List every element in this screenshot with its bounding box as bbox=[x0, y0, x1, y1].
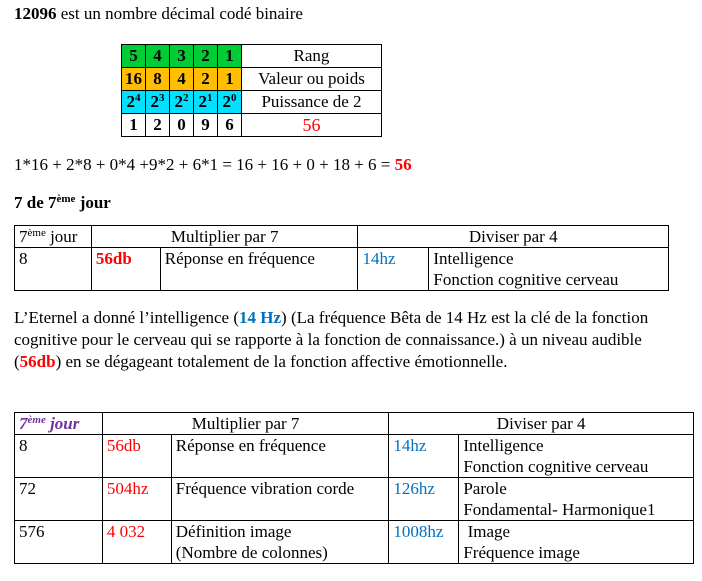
valeur-cell: 8 bbox=[146, 68, 170, 91]
cell-hz: 126hz bbox=[389, 478, 459, 521]
puissance-row bbox=[122, 91, 382, 114]
digit-cell: 2 bbox=[146, 114, 170, 137]
day-table-1 bbox=[14, 225, 669, 291]
rang-cell: 1 bbox=[218, 45, 242, 68]
puissance-cell: $2^2$ bbox=[170, 91, 194, 114]
cell-n: 8 bbox=[15, 248, 92, 291]
header-multiply: Multiplier par 7 bbox=[102, 413, 389, 435]
cell-hz: 14hz bbox=[358, 248, 429, 291]
header-day: 7ème jour bbox=[15, 413, 103, 435]
cell-desc: Définition image (Nombre de colonnes) bbox=[171, 521, 389, 564]
valeur-cell: 4 bbox=[170, 68, 194, 91]
paragraph-hz: 14 Hz bbox=[239, 308, 282, 327]
cell-desc: Réponse en fréquence bbox=[160, 248, 358, 291]
digits-row bbox=[122, 114, 382, 137]
cell-result: Intelligence Fonction cognitive cerveau bbox=[459, 435, 694, 478]
cell-db: 56db bbox=[91, 248, 160, 291]
equation-text: 1*16 + 2*8 + 0*4 +9*2 + 6*1 = 16 + 16 + 0 + 18 + 6 = bbox=[14, 155, 395, 174]
header-day: 7ème jour bbox=[15, 226, 92, 248]
cell-desc: Fréquence vibration corde bbox=[171, 478, 389, 521]
cell-n: 72 bbox=[15, 478, 103, 521]
binary-table bbox=[121, 44, 382, 137]
table-header-row bbox=[15, 226, 669, 248]
cell-n: 576 bbox=[15, 521, 103, 564]
rang-cell: 3 bbox=[170, 45, 194, 68]
header-divide: Diviser par 4 bbox=[389, 413, 694, 435]
digits-result: 56 bbox=[242, 114, 382, 137]
title-number: 12096 bbox=[14, 4, 57, 23]
section-heading: 7 de 7ème jour bbox=[14, 193, 111, 212]
digit-cell: 1 bbox=[122, 114, 146, 137]
puissance-cell: $2^3$ bbox=[146, 91, 170, 114]
valeur-cell: 2 bbox=[194, 68, 218, 91]
rang-cell: 4 bbox=[146, 45, 170, 68]
valeur-cell: 16 bbox=[122, 68, 146, 91]
rang-cell: 2 bbox=[194, 45, 218, 68]
table-row bbox=[15, 248, 669, 291]
table-row bbox=[15, 521, 694, 564]
table-row bbox=[15, 478, 694, 521]
cell-hz: 14hz bbox=[389, 435, 459, 478]
rang-row bbox=[122, 45, 382, 68]
header-divide: Diviser par 4 bbox=[358, 226, 669, 248]
cell-desc: Réponse en fréquence bbox=[171, 435, 389, 478]
paragraph-db: 56db bbox=[19, 352, 56, 371]
cell-result: Intelligence Fonction cognitive cerveau bbox=[429, 248, 669, 291]
valeur-row bbox=[122, 68, 382, 91]
puissance-label: Puissance de 2 bbox=[242, 91, 382, 114]
day-table-2 bbox=[14, 412, 694, 564]
cell-hz: 1008hz bbox=[389, 521, 459, 564]
puissance-cell: $2^0$ bbox=[218, 91, 242, 114]
table-header-row bbox=[15, 413, 694, 435]
cell-value: 56db bbox=[102, 435, 171, 478]
puissance-cell: $2^1$ bbox=[194, 91, 218, 114]
valeur-label: Valeur ou poids bbox=[242, 68, 382, 91]
puissance-cell: $2^4$ bbox=[122, 91, 146, 114]
rang-label: Rang bbox=[242, 45, 382, 68]
paragraph: L’Eternel a donné l’intelligence (14 Hz) (La fréquence Bêta de 14 Hz est la clé de la fonction cognitive pour le cerveau qui se rapporte à la fonction de connaissance.) à un niveau audible (56db) en se dégageant totalement de la fonction affective émotionnelle. bbox=[14, 308, 649, 371]
digit-cell: 0 bbox=[170, 114, 194, 137]
cell-value: 4 032 bbox=[102, 521, 171, 564]
cell-value: 504hz bbox=[102, 478, 171, 521]
equation-line bbox=[14, 155, 412, 175]
valeur-cell: 1 bbox=[218, 68, 242, 91]
header-multiply: Multiplier par 7 bbox=[91, 226, 358, 248]
title-text: est un nombre décimal codé binaire bbox=[56, 4, 303, 23]
digit-cell: 9 bbox=[194, 114, 218, 137]
cell-result: Image Fréquence image bbox=[459, 521, 694, 564]
rang-cell: 5 bbox=[122, 45, 146, 68]
title-line bbox=[14, 4, 303, 24]
equation-result: 56 bbox=[394, 155, 412, 174]
digit-cell: 6 bbox=[218, 114, 242, 137]
cell-n: 8 bbox=[15, 435, 103, 478]
table-row bbox=[15, 435, 694, 478]
cell-result: Parole Fondamental- Harmonique1 bbox=[459, 478, 694, 521]
